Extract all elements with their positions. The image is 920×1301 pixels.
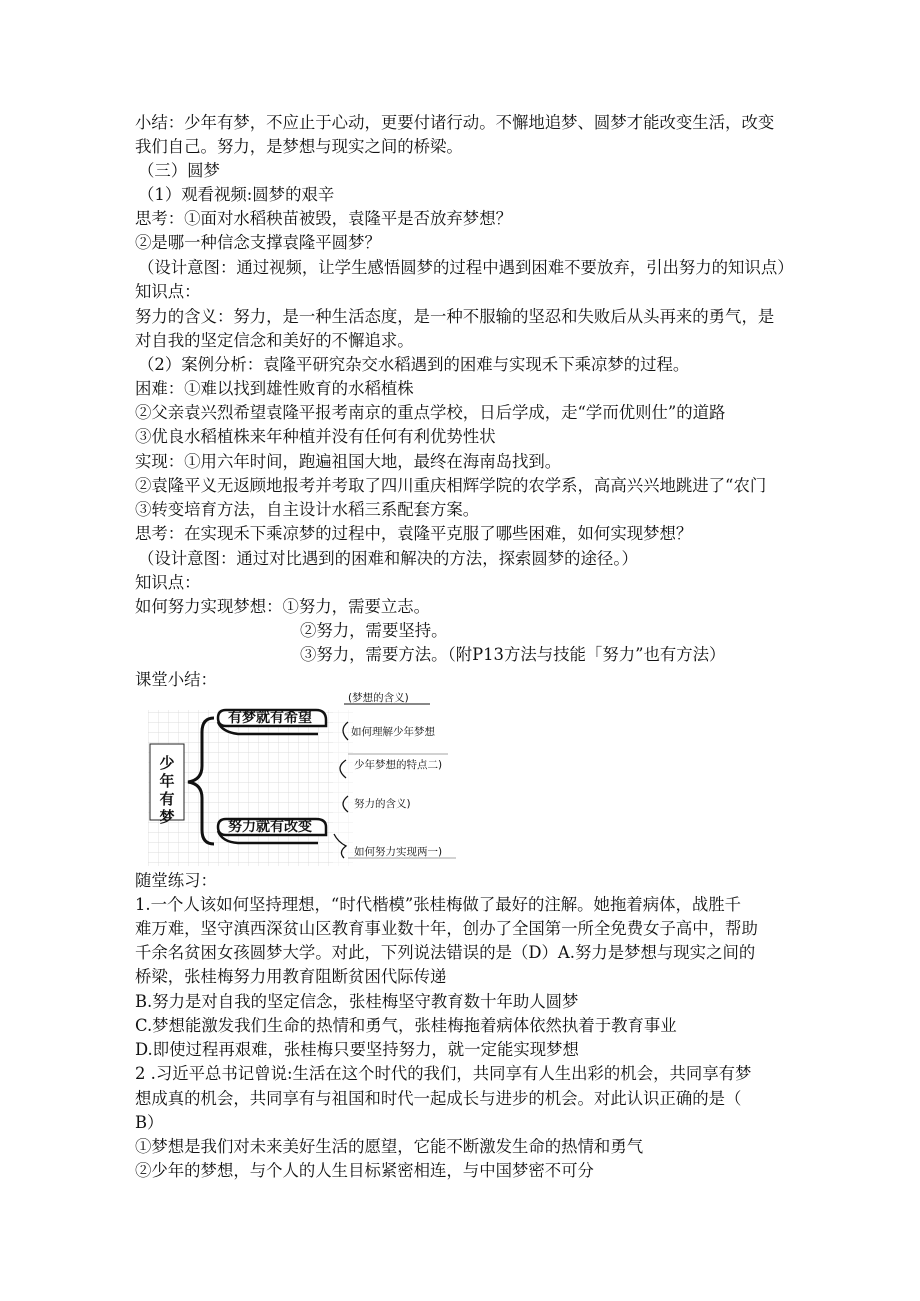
answer-option: B.努力是对自我的坚定信念，张桂梅坚守教育数十年助人圆梦 [135,992,579,1011]
section-heading: （三）圆梦 [138,161,220,180]
text-line: 困难：①难以找到雄性败育的水稻植株 [135,379,414,398]
question-text: 桥梁，张桂梅努力用教育阻断贫困代际传递 [135,967,447,986]
mindmap-root-label: 少年有梦 [159,754,175,826]
answer-option: C.梦想能激发我们生命的热情和勇气，张桂梅拖着病体依然执着于教育事业 [135,1016,677,1035]
text-line: ③优良水稻植株来年种植并没有任何有利优势性状 [135,427,496,446]
text-line: 课堂小结： [135,670,217,689]
text-line: 如何努力实现梦想：①努力，需要立志。 [135,597,431,616]
text-line: ③转变培育方法，自主设计水稻三系配套方案。 [135,500,480,519]
text-line: 思考：在实现禾下乘凉梦的过程中，袁隆平克服了哪些困难，如何实现梦想？ [135,524,693,543]
subsection-heading: （1）观看视频:圆梦的艰辛 [138,185,335,204]
design-intent: （设计意图：通过对比遇到的困难和解决的方法，探索圆梦的途径。） [138,549,638,568]
text-line: 小结：少年有梦，不应止于心动，更要付诸行动。不懈地追梦、圆梦才能改变生活，改变 [135,113,775,132]
mindmap-leaf: 如何理解少年梦想 [351,726,435,738]
text-line: 我们自己。努力，是梦想与现实之间的桥梁。 [135,137,463,156]
question-text: 想成真的机会，共同享有与祖国和时代一起成长与进步的机会。对此认识正确的是（ [135,1089,742,1108]
answer-option: D.即使过程再艰难，张桂梅只要坚持努力，就一定能实现梦想 [135,1040,579,1059]
design-intent: （设计意图：通过视频，让学生感悟圆梦的过程中遇到困难不要放弃，引出努力的知识点） [138,258,794,277]
text-line: 努力的含义：努力，是一种生活态度，是一种不服输的坚忍和失败后从头再来的勇气，是 [135,307,775,326]
text-line: 对自我的坚定信念和美好的不懈追求。 [135,331,414,350]
mindmap-leaf: 如何努力实现两一) [354,846,443,858]
text-line: ②父亲袁兴烈希望袁隆平报考南京的重点学校，日后学成，走“学而优则仕”的道路 [135,403,726,422]
mindmap-leaf: (梦想的含义) [348,692,409,704]
question-text: B） [135,1113,164,1132]
question-text: 难万难，坚守滇西深贫山区教育事业数十年，创办了全国第一所全免费女子高中，帮助 [135,919,758,938]
mindmap-graphic [148,692,488,868]
answer-option: ①梦想是我们对未来美好生活的愿望，它能不断激发生命的热情和勇气 [135,1137,644,1156]
text-line: ②是哪一种信念支撑袁隆平圆梦？ [135,233,381,252]
text-line: ②袁隆平义无返顾地报考并考取了四川重庆相辉学院的农学系，高高兴兴地跳进了“农门 [135,476,767,495]
question-text: 2 .习近平总书记曾说:生活在这个时代的我们，共同享有人生出彩的机会，共同享有梦 [135,1064,752,1083]
mindmap-leaf: 少年梦想的特点二) [354,759,443,771]
question-text: 千余名贫困女孩圆梦大学。对此，下列说法错误的是（D）A.努力是梦想与现实之间的 [135,943,756,962]
subsection-heading: （2）案例分析：袁隆平研究杂交水稻遇到的困难与实现禾下乘凉梦的过程。 [138,355,690,374]
answer-option: ②少年的梦想，与个人的人生目标紧密相连，与中国梦密不可分 [135,1161,594,1180]
practice-heading: 随堂练习： [135,871,217,890]
text-line: ②努力，需要坚持。 [300,621,448,640]
text-line: 知识点： [135,282,201,301]
mindmap-leaf: 努力的含义) [354,798,411,810]
text-line: 思考：①面对水稻秧苗被毁，袁隆平是否放弃梦想？ [135,209,512,228]
mindmap-branch-change: 努力就有改变 [228,819,312,835]
text-line: 知识点： [135,573,201,592]
summary-mindmap [148,692,488,868]
mindmap-branch-hope: 有梦就有希望 [228,710,312,726]
question-text: 1.一个人该如何坚持理想，“时代楷模”张桂梅做了最好的注解。她拖着病体，战胜千 [135,895,742,914]
text-line: ③努力，需要方法。（附P13方法与技能「努力”也有方法） [300,645,726,664]
text-line: 实现：①用六年时间，跑遍祖国大地，最终在海南岛找到。 [135,452,562,471]
